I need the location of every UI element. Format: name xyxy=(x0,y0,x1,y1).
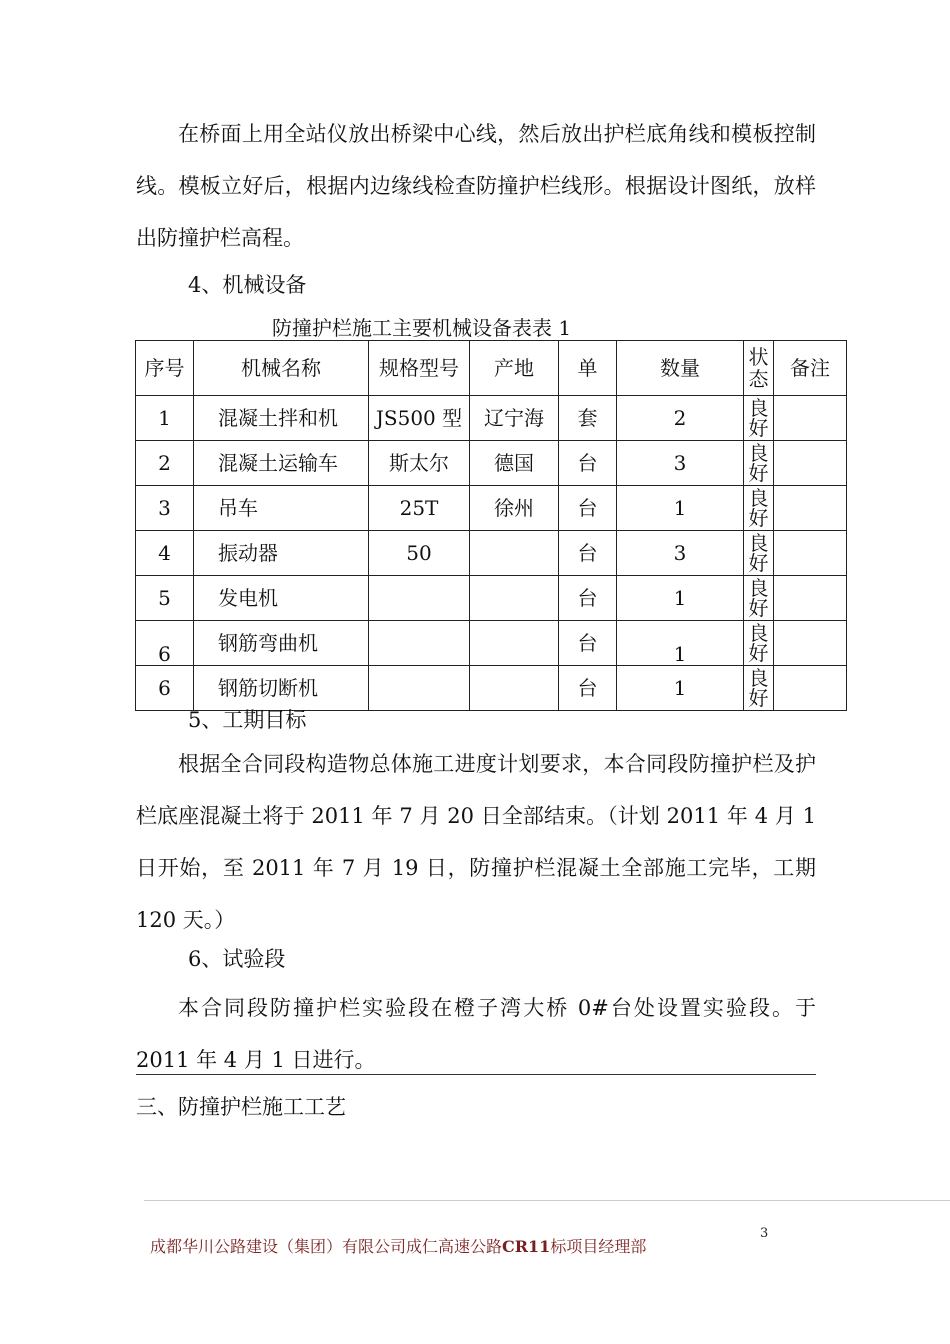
cell-qty: 1 xyxy=(617,486,744,531)
cell-unit: 套 xyxy=(559,396,617,441)
cell-name: 混凝土运输车 xyxy=(194,441,369,486)
cell-origin: 辽宁海 xyxy=(470,396,559,441)
table-row xyxy=(136,621,847,666)
cell-name: 吊车 xyxy=(194,486,369,531)
cell-origin xyxy=(470,576,559,621)
cell-state: 良好 xyxy=(748,443,769,483)
footer-office-name: 标项目经理部 xyxy=(550,1237,647,1256)
header-origin: 产地 xyxy=(470,341,559,396)
cell-no: 1 xyxy=(136,396,194,441)
cell-unit: 台 xyxy=(559,621,617,666)
header-no: 序号 xyxy=(136,341,194,396)
section-5-heading: 5、工期目标 xyxy=(188,708,307,732)
cell-origin xyxy=(470,621,559,666)
cell-state: 良好 xyxy=(748,533,769,573)
cell-no: 3 xyxy=(136,486,194,531)
cell-no: 5 xyxy=(136,576,194,621)
cell-state: 良好 xyxy=(748,398,769,438)
cell-no: 6 xyxy=(136,666,194,711)
cell-qty: 1 xyxy=(617,576,744,621)
cell-state: 良好 xyxy=(748,578,769,618)
table-row xyxy=(136,666,847,711)
cell-unit: 台 xyxy=(559,576,617,621)
cell-qty: 3 xyxy=(617,531,744,576)
cell-spec: 斯太尔 xyxy=(369,441,470,486)
cell-spec xyxy=(369,576,470,621)
cell-no: 4 xyxy=(136,531,194,576)
cell-name: 振动器 xyxy=(194,531,369,576)
intro-paragraph: 在桥面上用全站仪放出桥梁中心线，然后放出护栏底角线和模板控制线。模板立好后，根据内边缘线检查防撞护栏线形。根据设计图纸，放样出防撞护栏高程。 xyxy=(136,122,816,250)
header-spec: 规格型号 xyxy=(369,341,470,396)
cell-spec: JS500 型 xyxy=(369,396,470,441)
section-6-paragraph: 本合同段防撞护栏实验段在橙子湾大桥 0#台处设置实验段。于 2011 年 4 月 1 日进行。 xyxy=(136,996,816,1072)
cell-note xyxy=(774,486,847,531)
header-name: 机械名称 xyxy=(194,341,369,396)
cell-name: 混凝土拌和机 xyxy=(194,396,369,441)
cell-origin: 徐州 xyxy=(470,486,559,531)
cell-name: 钢筋弯曲机 xyxy=(194,621,369,666)
table-caption: 防撞护栏施工主要机械设备表表 1 xyxy=(272,316,572,340)
section-5-paragraph: 根据全合同段构造物总体施工进度计划要求，本合同段防撞护栏及护栏底座混凝土将于 2011 年 7 月 20 日全部结束。（计划 2011 年 4 月 1 日开始，至 2011 年 7 月 19 日，防撞护栏混凝土全部施工完毕，工期 120 天。） xyxy=(136,752,816,932)
cell-unit: 台 xyxy=(559,531,617,576)
cell-qty: 1 xyxy=(617,666,744,711)
cell-qty: 1 xyxy=(617,621,744,666)
header-state: 状态 xyxy=(744,341,774,396)
cell-origin xyxy=(470,531,559,576)
cell-spec: 50 xyxy=(369,531,470,576)
cell-qty: 2 xyxy=(617,396,744,441)
cell-unit: 台 xyxy=(559,486,617,531)
cell-origin: 德国 xyxy=(470,441,559,486)
cell-note xyxy=(774,576,847,621)
divider-line xyxy=(136,1074,816,1075)
cell-name: 发电机 xyxy=(194,576,369,621)
section-6-heading: 6、试验段 xyxy=(188,947,286,971)
cell-note xyxy=(774,396,847,441)
table-header-row xyxy=(136,341,847,396)
table-row xyxy=(136,576,847,621)
footer-company-name: 成都华川公路建设（集团）有限公司成仁高速公路 xyxy=(150,1237,503,1256)
cell-spec xyxy=(369,666,470,711)
cell-note xyxy=(774,666,847,711)
cell-no: 6 xyxy=(136,621,194,666)
chapter-3-heading: 三、防撞护栏施工工艺 xyxy=(136,1095,346,1119)
cell-state: 良好 xyxy=(748,623,769,663)
header-note: 备注 xyxy=(774,341,847,396)
header-qty: 数量 xyxy=(617,341,744,396)
cell-state: 良好 xyxy=(748,488,769,528)
cell-unit: 台 xyxy=(559,666,617,711)
table-row xyxy=(136,441,847,486)
cell-unit: 台 xyxy=(559,441,617,486)
cell-spec xyxy=(369,621,470,666)
table-row xyxy=(136,396,847,441)
footer-divider xyxy=(144,1200,950,1201)
section-4-heading: 4、机械设备 xyxy=(188,273,307,297)
table-row xyxy=(136,531,847,576)
footer-company xyxy=(150,1236,670,1258)
cell-state: 良好 xyxy=(748,668,769,708)
page-number: 3 xyxy=(760,1226,769,1241)
table-row xyxy=(136,486,847,531)
header-unit: 单 xyxy=(559,341,617,396)
cell-origin xyxy=(470,666,559,711)
cell-note xyxy=(774,531,847,576)
cell-spec: 25T xyxy=(369,486,470,531)
cell-name: 钢筋切断机 xyxy=(194,666,369,711)
equipment-table xyxy=(135,340,847,711)
cell-note xyxy=(774,621,847,666)
footer-section-code: CR11 xyxy=(502,1237,551,1256)
cell-qty: 3 xyxy=(617,441,744,486)
cell-no: 2 xyxy=(136,441,194,486)
cell-note xyxy=(774,441,847,486)
